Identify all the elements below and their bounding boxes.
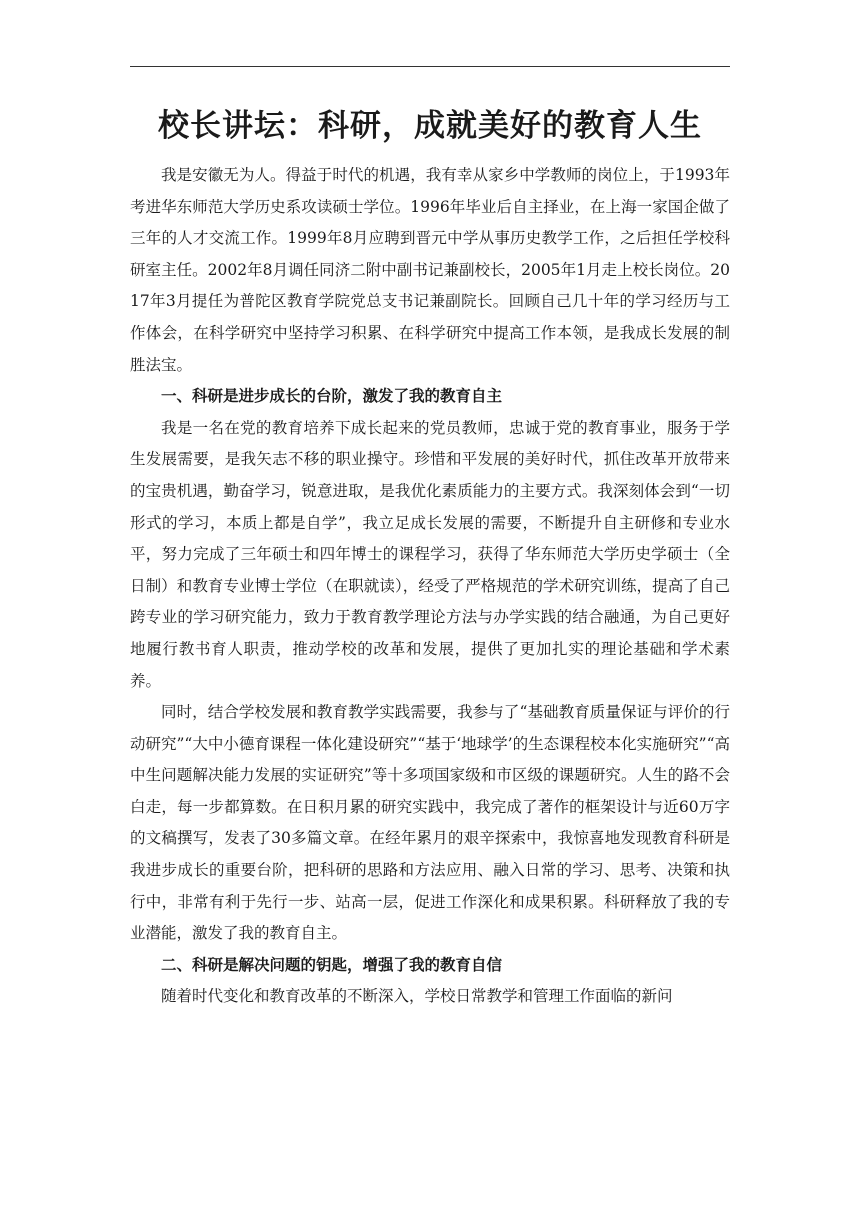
- header-rule: [130, 66, 730, 67]
- document-body: [130, 160, 730, 1013]
- section-heading-2: 二、科研是解决问题的钥匙，增强了我的教育自信: [161, 955, 503, 974]
- document-title: 校长讲坛：科研，成就美好的教育人生: [158, 108, 702, 144]
- body-paragraph: 同时，结合学校发展和教育教学实践需要，我参与了“基础教育质量保证与评价的行动研究”“大中小德育课程一体化建设研究”“基于‘地球学’的生态课程校本化实施研究”“高中生问题解决能力发展的实证研究”等十多项国家级和市区级的课题研究。人生的路不会白走，每一步都算数。在日积月累的研究实践中，我完成了著作的框架设计与近60万字的文稿撰写，发表了30多篇文章。在经年累月的艰辛探索中，我惊喜地发现教育科研是我进步成长的重要台阶，把科研的思路和方法应用、融入日常的学习、思考、决策和执行中，非常有利于先行一步、站高一层，促进工作深化和成果积累。科研释放了我的专业潜能，激发了我的教育自主。: [130, 703, 730, 943]
- body-paragraph-continued: 随着时代变化和教育改革的不断深入，学校日常教学和管理工作面临的新问: [161, 987, 673, 1006]
- intro-paragraph: 我是安徽无为人。得益于时代的机遇，我有幸从家乡中学教师的岗位上，于1993年考进华东师范大学历史系攻读硕士学位。1996年毕业后自主择业，在上海一家国企做了三年的人才交流工作。1999年8月应聘到晋元中学从事历史教学工作，之后担任学校科研室主任。2002年8月调任同济二附中副书记兼副校长，2005年1月走上校长岗位。2017年3月提任为普陀区教育学院党总支书记兼副院长。回顾自己几十年的学习经历与工作体会，在科学研究中坚持学习积累、在科学研究中提高工作本领，是我成长发展的制胜法宝。: [130, 166, 730, 374]
- section-heading-1: 一、科研是进步成长的台阶，激发了我的教育自主: [161, 387, 503, 406]
- body-paragraph: 我是一名在党的教育培养下成长起来的党员教师，忠诚于党的教育事业，服务于学生发展需要，是我矢志不移的职业操守。珍惜和平发展的美好时代，抓住改革开放带来的宝贵机遇，勤奋学习，锐意进取，是我优化素质能力的主要方式。我深刻体会到“一切形式的学习，本质上都是自学”，我立足成长发展的需要，不断提升自主研修和专业水平，努力完成了三年硕士和四年博士的课程学习，获得了华东师范大学历史学硕士（全日制）和教育专业博士学位（在职就读），经受了严格规范的学术研究训练，提高了自己跨专业的学习研究能力，致力于教育教学理论方法与办学实践的结合融通，为自己更好地履行教书育人职责，推动学校的改革和发展，提供了更加扎实的理论基础和学术素养。: [130, 418, 730, 690]
